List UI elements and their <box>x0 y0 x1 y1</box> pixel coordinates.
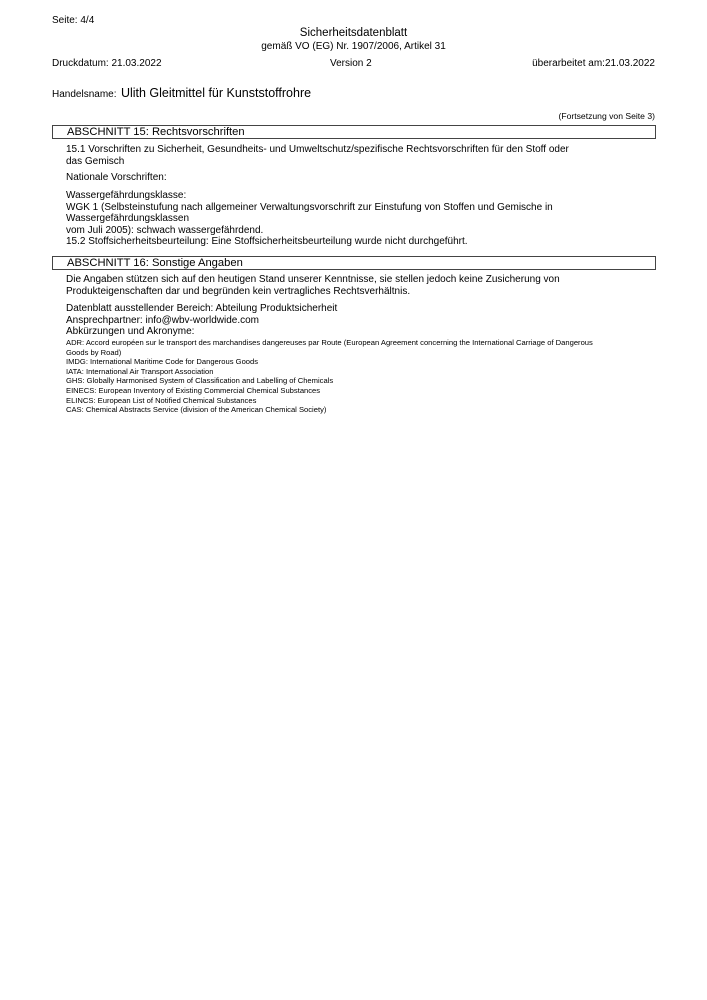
water-hazard-class-label: Wassergefährdungsklasse: <box>66 190 187 201</box>
section-15-2: 15.2 Stoffsicherheitsbeurteilung: Eine Stoffsicherheitsbeurteilung wurde nicht durchgeführt. <box>66 236 468 248</box>
page-number: Seite: 4/4 <box>52 15 95 26</box>
contact-person: Ansprechpartner: info@wbv-worldwide.com <box>66 314 260 326</box>
section-16-heading: ABSCHNITT 16: Sonstige Angaben <box>67 257 243 269</box>
abbreviation-item: IATA: International Air Transport Association <box>66 366 214 376</box>
trade-name <box>52 84 311 102</box>
national-regulations: Nationale Vorschriften: <box>66 172 167 183</box>
issuing-department: Datenblatt ausstellender Bereich: Abteilung Produktsicherheit <box>66 303 338 314</box>
wgk-line2: Wassergefährdungsklassen <box>66 213 190 225</box>
disclaimer <box>66 274 656 297</box>
water-hazard-block <box>66 190 656 248</box>
abbreviations-list <box>66 338 593 415</box>
section-15-1-line2: das Gemisch <box>66 155 125 167</box>
regulation-reference: gemäß VO (EG) Nr. 1907/2006, Artikel 31 <box>261 41 446 52</box>
wgk-line1: WGK 1 (Selbsteinstufung nach allgemeiner Verwaltungsvorschrift zur Einstufung von Stoffen und Gemische in <box>66 201 553 213</box>
section-15-1-line1: 15.1 Vorschriften zu Sicherheit, Gesundheits- und Umweltschutz/spezifische Rechtsvorschriften für den Stoff oder <box>66 144 569 155</box>
abbreviations-heading: Abkürzungen und Akronyme: <box>66 326 195 338</box>
disclaimer-line1: Die Angaben stützen sich auf den heutigen Stand unserer Kenntnisse, sie stellen jedoch keine Zusicherung von <box>66 274 560 285</box>
trade-name-label: Handelsname: <box>52 89 117 100</box>
abbreviation-item: Goods by Road) <box>66 347 122 357</box>
abbreviation-item: ADR: Accord européen sur le transport des marchandises dangereuses par Route (European Agreement concerning the International Carriage of Dangerous <box>66 338 593 347</box>
section-16-header <box>52 256 656 270</box>
abbreviation-item: CAS: Chemical Abstracts Service (division of the American Chemical Society) <box>66 405 327 415</box>
disclaimer-line2: Produkteigenschaften dar und begründen kein vertragliches Rechtsverhältnis. <box>66 285 411 297</box>
document-title: Sicherheitsdatenblatt <box>299 27 408 39</box>
abbreviation-item: ELINCS: European List of Notified Chemical Substances <box>66 395 257 405</box>
trade-name-value: Ulith Gleitmittel für Kunststoffrohre <box>120 86 312 100</box>
issuer-block <box>66 303 656 338</box>
section-15-header <box>52 125 656 139</box>
continuation-note: (Fortsetzung von Seite 3) <box>558 111 655 121</box>
abbreviation-item: GHS: Globally Harmonised System of Classification and Labelling of Chemicals <box>66 376 334 386</box>
section-15-body <box>66 144 656 167</box>
section-15-heading: ABSCHNITT 15: Rechtsvorschriften <box>67 126 245 138</box>
revision-date: überarbeitet am:21.03.2022 <box>532 58 655 69</box>
abbreviation-item: EINECS: European Inventory of Existing Commercial Chemical Substances <box>66 385 321 395</box>
wgk-line3: vom Juli 2005): schwach wassergefährdend. <box>66 224 264 236</box>
print-date: Druckdatum: 21.03.2022 <box>52 58 162 69</box>
abbreviation-item: IMDG: International Maritime Code for Dangerous Goods <box>66 357 259 367</box>
version-label: Version 2 <box>330 58 372 69</box>
